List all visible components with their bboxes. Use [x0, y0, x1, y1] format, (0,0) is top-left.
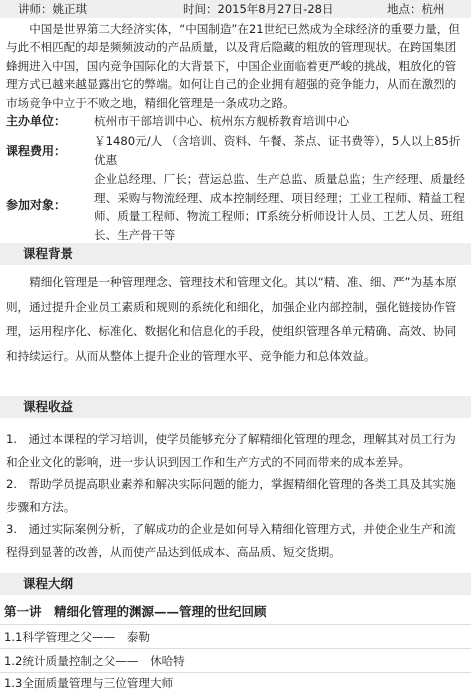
audience-row — [6, 170, 466, 240]
audience-label: 参加对象： — [6, 198, 67, 212]
outline-item: 1.3全面质量管理与三位管理大师 — [4, 676, 174, 690]
section-title-background: 课程背景 — [23, 246, 74, 261]
section-title-benefits: 课程收益 — [23, 399, 74, 414]
outline-item: 1.2统计质量控制之父—— 休哈特 — [4, 654, 185, 668]
section-title-outline: 课程大纲 — [23, 576, 74, 591]
fee-value: ￥1480元/人 （含培训、资料、午餐、茶点、证书费等），5人以上85折优惠 — [94, 134, 461, 167]
outline-chapter-1: 第一讲 精细化管理的渊源——管理的世纪回顾 — [4, 604, 267, 619]
outline-item: 1.1科学管理之父—— 泰勒 — [4, 630, 150, 644]
course-time: 时间：2015年8月27日-28日 — [183, 2, 334, 16]
benefits-list — [6, 428, 462, 563]
section-header-benefits — [0, 396, 471, 418]
organizer-value: 杭州市干部培训中心、杭州东方舰桥教育培训中心 — [94, 114, 350, 128]
fee-row — [6, 132, 466, 170]
benefit-item: 2. 帮助学员提高职业素养和解决实际问题的能力，掌握精细化管理的各类工具及其实施步骤和方法。 — [6, 477, 456, 514]
benefit-item: 3. 通过实际案例分析，了解成功的企业是如何导入精细化管理方式，并使企业生产和流程得到显著的改善，从而使产品达到低成本、高品质、短交货期。 — [6, 522, 456, 559]
course-location: 地点：杭州 — [387, 2, 445, 16]
section-header-outline — [0, 573, 471, 595]
benefit-item: 1. 通过本课程的学习培训，使学员能够充分了解精细化管理的理念，理解其对员工行为和企业文化的影响，进一步认识到因工作和生产方式的不同而带来的成本差异。 — [6, 432, 456, 469]
intro-text: 中国是世界第二大经济实体，“中国制造”在21世纪已然成为全球经济的重要力量，但与此不相匹配的却是频频波动的产品质量，以及背后隐藏的粗放的管理现状。在跨国集团蜂拥进入中国，国内竞争国际化的大背景下，中国企业面临着更严峻的挑战，粗放化的管理方式已越来越显露出它的弊端。如何让自己的企业拥有超强的竞争能力，从而在激烈的市场竞争中立于不败之地，精细化管理是一条成功之路。 — [6, 22, 460, 110]
divider — [0, 624, 471, 625]
organizer-label: 主办单位： — [6, 114, 67, 128]
background-text: 精细化管理是一种管理理念、管理技术和管理文化。其以“精、准、细、严”为基本原则，通过提升企业员工素质和规则的系统化和细化，加强企业内部控制，强化链接协作管理，运用程序化、标准化、数据化和信息化的手段，使组织管理各单元精确、高效、协同和持续运行。从而从整体上提升企业的管理水平、竞争能力和总体效益。 — [6, 275, 457, 363]
divider — [0, 648, 471, 649]
organizer-row — [6, 112, 466, 132]
divider — [0, 672, 471, 673]
fee-label: 课程费用： — [6, 144, 67, 158]
intro-paragraph — [6, 20, 466, 112]
background-paragraph — [6, 270, 462, 368]
lecturer: 讲师：姚正琪 — [18, 2, 87, 16]
audience-value: 企业总经理、厂长；营运总监、生产总监、质量总监；生产经理、质量经理、采购与物流经理、成本控制经理、项目经理；工业工程师、精益工程师、质量工程师、物流工程师；IT系统分析师设计人员、工艺人员、班组长、生产骨干等 — [94, 172, 466, 242]
course-info-bar — [0, 0, 471, 18]
section-header-background — [0, 243, 471, 265]
